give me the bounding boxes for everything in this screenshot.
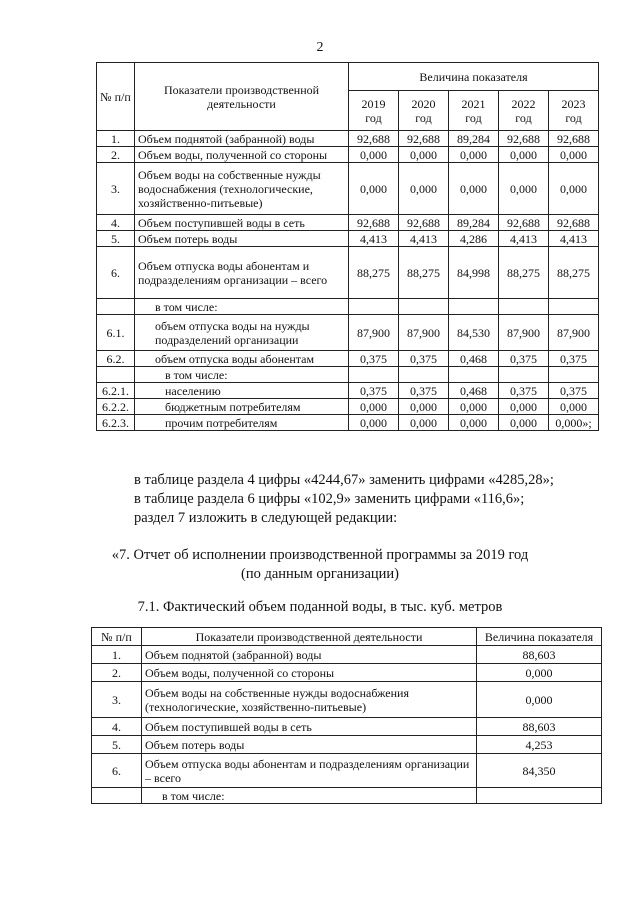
row-value-2021: 0,468 [449, 383, 499, 399]
row-label: в том числе: [135, 299, 349, 315]
row-value-2023: 0,000 [549, 163, 599, 215]
row-num: 4. [92, 718, 142, 736]
row-num [97, 367, 135, 383]
row-num: 6.2.3. [97, 415, 135, 431]
paragraph-3: раздел 7 изложить в следующей редакции: [134, 510, 398, 526]
header-year-2019: 2019 год [349, 91, 399, 131]
row-value-2020: 0,000 [399, 163, 449, 215]
row-label: Объем потерь воды [142, 736, 477, 754]
table-row [97, 315, 599, 351]
table-row [97, 215, 599, 231]
row-value-2023: 0,000 [549, 399, 599, 415]
row-label: Объем воды, полученной со стороны [135, 147, 349, 163]
row-value-2021: 0,000 [449, 399, 499, 415]
row-num: 3. [97, 163, 135, 215]
row-num [92, 788, 142, 804]
row-value-2020: 92,688 [399, 131, 449, 147]
header-year-2021: 2021 год [449, 91, 499, 131]
row-num: 1. [92, 646, 142, 664]
row-num: 2. [92, 664, 142, 682]
row-value-2019: 0,000 [349, 399, 399, 415]
row-value-2023: 88,275 [549, 247, 599, 299]
row-value: 0,000 [477, 682, 602, 718]
row-value-2020: 92,688 [399, 215, 449, 231]
row-value-2020: 0,000 [399, 399, 449, 415]
table-row [97, 299, 599, 315]
row-value-2023: 0,000»; [549, 415, 599, 431]
row-num: 3. [92, 682, 142, 718]
row-value-2022: 0,375 [499, 351, 549, 367]
table-row [97, 415, 599, 431]
row-num: 6. [97, 247, 135, 299]
t2-header-value: Величина показателя [477, 628, 602, 646]
row-value-2021: 89,284 [449, 215, 499, 231]
row-value-2020 [399, 367, 449, 383]
row-value-2019: 0,375 [349, 351, 399, 367]
t2-header-num: № п/п [92, 628, 142, 646]
row-value-2019 [349, 299, 399, 315]
row-value-2023: 92,688 [549, 131, 599, 147]
production-indicators-table-2019-2023 [96, 62, 599, 431]
row-value-2019 [349, 367, 399, 383]
row-value-2020: 0,375 [399, 383, 449, 399]
header-year-2022: 2022 год [499, 91, 549, 131]
row-value-2019: 0,000 [349, 147, 399, 163]
row-num: 1. [97, 131, 135, 147]
row-value: 0,000 [477, 664, 602, 682]
row-value-2023: 4,413 [549, 231, 599, 247]
table-row [97, 351, 599, 367]
table-row [97, 399, 599, 415]
row-value-2019: 92,688 [349, 131, 399, 147]
row-label: Объем отпуска воды абонентам и подразделениям организации – всего [142, 754, 477, 788]
row-value-2023: 92,688 [549, 215, 599, 231]
row-value-2021: 84,998 [449, 247, 499, 299]
row-label: населению [135, 383, 349, 399]
row-label: Объем отпуска воды абонентам и подразделениям организации – всего [135, 247, 349, 299]
row-label: объем отпуска воды абонентам [135, 351, 349, 367]
actual-water-supply-table-2019 [91, 627, 602, 804]
row-label: бюджетным потребителям [135, 399, 349, 415]
header-year-2020: 2020 год [399, 91, 449, 131]
table-row [92, 718, 602, 736]
table-row [92, 664, 602, 682]
row-value-2021 [449, 367, 499, 383]
row-value-2020: 88,275 [399, 247, 449, 299]
row-value-2023 [549, 367, 599, 383]
row-value-2019: 87,900 [349, 315, 399, 351]
row-value-2020: 0,000 [399, 415, 449, 431]
row-value-2021 [449, 299, 499, 315]
row-value-2022: 0,000 [499, 399, 549, 415]
row-value-2022: 88,275 [499, 247, 549, 299]
header-indicator: Показатели производственной деятельности [135, 63, 349, 131]
table-row [92, 682, 602, 718]
table-row [97, 147, 599, 163]
row-value: 88,603 [477, 718, 602, 736]
row-label: Объем потерь воды [135, 231, 349, 247]
row-value-2021: 0,000 [449, 415, 499, 431]
row-value-2021: 0,468 [449, 351, 499, 367]
row-value: 4,253 [477, 736, 602, 754]
paragraph-1: в таблице раздела 4 цифры «4244,67» заменить цифрами «4285,28»; [134, 472, 554, 488]
row-num: 6. [92, 754, 142, 788]
header-num: № п/п [97, 63, 135, 131]
row-value [477, 788, 602, 804]
row-value-2020: 4,413 [399, 231, 449, 247]
table-row [97, 367, 599, 383]
row-label: Объем воды, полученной со стороны [142, 664, 477, 682]
row-value-2022: 92,688 [499, 215, 549, 231]
row-num: 2. [97, 147, 135, 163]
row-value-2023 [549, 299, 599, 315]
row-value-2019: 92,688 [349, 215, 399, 231]
row-value-2021: 89,284 [449, 131, 499, 147]
row-value-2022: 0,000 [499, 147, 549, 163]
row-value-2023: 0,375 [549, 383, 599, 399]
table-row [92, 736, 602, 754]
row-num: 6.2.1. [97, 383, 135, 399]
row-value-2022: 0,375 [499, 383, 549, 399]
row-num: 6.1. [97, 315, 135, 351]
row-num [97, 299, 135, 315]
row-label: Объем поднятой (забранной) воды [135, 131, 349, 147]
row-value-2021: 0,000 [449, 163, 499, 215]
row-value-2020: 0,000 [399, 147, 449, 163]
table-row [97, 131, 599, 147]
row-value-2022: 92,688 [499, 131, 549, 147]
table-row [97, 383, 599, 399]
row-value-2019: 0,375 [349, 383, 399, 399]
row-value-2019: 4,413 [349, 231, 399, 247]
row-label: Объем воды на собственные нужды водоснабжения (технологические, хозяйственно-питьевые) [135, 163, 349, 215]
row-value-2022 [499, 299, 549, 315]
row-value-2021: 0,000 [449, 147, 499, 163]
row-value-2023: 0,000 [549, 147, 599, 163]
row-value-2020 [399, 299, 449, 315]
row-value-2022: 4,413 [499, 231, 549, 247]
row-value-2021: 4,286 [449, 231, 499, 247]
table-row [92, 788, 602, 804]
table-row [92, 754, 602, 788]
row-value-2019: 0,000 [349, 415, 399, 431]
row-label: Объем воды на собственные нужды водоснабжения (технологические, хозяйственно-питьевые) [142, 682, 477, 718]
section-title: «7. Отчет об исполнении производственной программы за 2019 год [111, 547, 529, 563]
header-value-group: Величина показателя [349, 63, 599, 91]
row-value-2022 [499, 367, 549, 383]
row-value-2019: 88,275 [349, 247, 399, 299]
row-value-2020: 0,375 [399, 351, 449, 367]
header-year-2023: 2023 год [549, 91, 599, 131]
row-label: прочим потребителям [135, 415, 349, 431]
row-num: 5. [92, 736, 142, 754]
page-number: 2 [316, 40, 324, 55]
row-value-2021: 84,530 [449, 315, 499, 351]
row-label: объем отпуска воды на нужды подразделений организации [135, 315, 349, 351]
t2-header-indicator: Показатели производственной деятельности [142, 628, 477, 646]
row-value-2022: 87,900 [499, 315, 549, 351]
row-label: в том числе: [135, 367, 349, 383]
row-label: Объем поступившей воды в сеть [135, 215, 349, 231]
row-label: Объем поднятой (забранной) воды [142, 646, 477, 664]
row-num: 4. [97, 215, 135, 231]
paragraph-2: в таблице раздела 6 цифры «102,9» заменить цифрами «116,6»; [134, 491, 525, 507]
table-row [97, 163, 599, 215]
row-value-2019: 0,000 [349, 163, 399, 215]
table-row [97, 231, 599, 247]
row-value: 88,603 [477, 646, 602, 664]
row-value-2023: 87,900 [549, 315, 599, 351]
row-value-2023: 0,375 [549, 351, 599, 367]
row-num: 6.2.2. [97, 399, 135, 415]
table-row [92, 646, 602, 664]
row-value: 84,350 [477, 754, 602, 788]
row-value-2022: 0,000 [499, 415, 549, 431]
row-value-2022: 0,000 [499, 163, 549, 215]
row-label: Объем поступившей воды в сеть [142, 718, 477, 736]
row-num: 5. [97, 231, 135, 247]
section-subtitle: (по данным организации) [240, 566, 399, 582]
table-row [97, 247, 599, 299]
subsection-title: 7.1. Фактический объем поданной воды, в тыс. куб. метров [137, 599, 503, 615]
row-value-2020: 87,900 [399, 315, 449, 351]
row-label: в том числе: [142, 788, 477, 804]
row-num: 6.2. [97, 351, 135, 367]
